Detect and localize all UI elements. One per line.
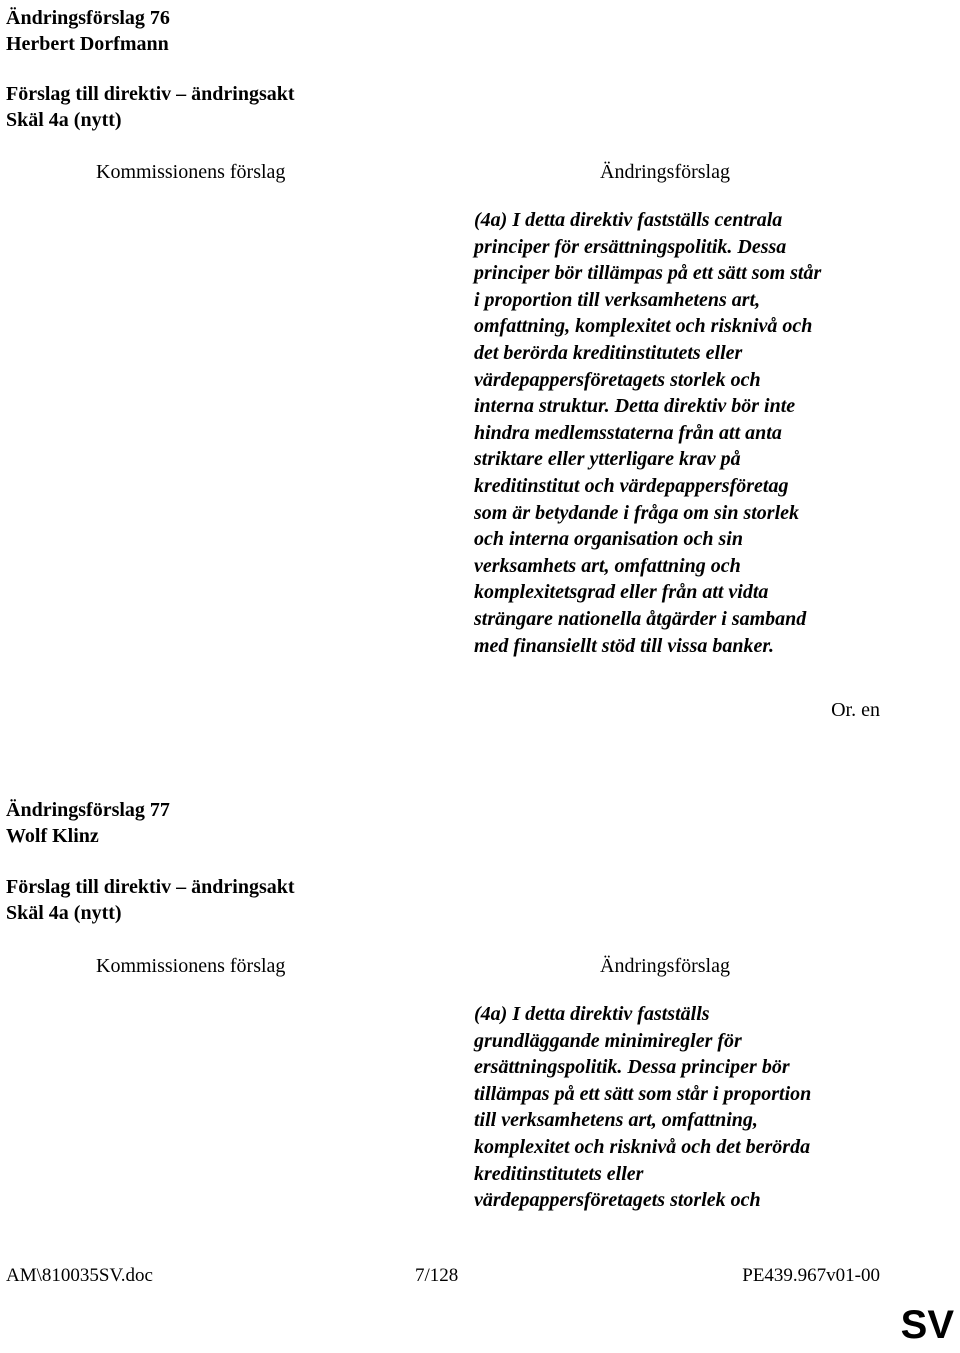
amendment-76-line: det berörda kreditinstitutets eller xyxy=(474,341,743,364)
amendment-76-line: med finansiellt stöd till vissa banker. xyxy=(474,634,775,657)
amendment-76-line: komplexitetsgrad eller från att vidta xyxy=(474,581,769,604)
amendment-76-line: värdepappersföretagets storlek och xyxy=(474,368,761,391)
amendment-77-text xyxy=(474,1001,811,1214)
amendment-77-line: tillämpas på ett sätt som står i proportion xyxy=(474,1082,812,1105)
amendment-76-line: som är betydande i fråga om sin storlek xyxy=(474,501,800,524)
amendment-77-recital: Skäl 4a (nytt) xyxy=(6,902,122,924)
amendment-77-line: komplexitet och risknivå och det berörda xyxy=(474,1135,811,1158)
amendment-77-line: värdepappersföretagets storlek och xyxy=(474,1189,761,1212)
amendment-76-number: Ändringsförslag 76 xyxy=(6,7,170,29)
amendment-76-line: verksamhets art, omfattning och xyxy=(474,554,741,577)
amendment-76-line: principer för ersättningspolitik. Dessa xyxy=(474,235,787,258)
amendment-76-col-amendment: Ändringsförslag xyxy=(600,161,730,183)
amendment-76-line: omfattning, komplexitet och risknivå och xyxy=(474,315,813,338)
amendment-77-number: Ändringsförslag 77 xyxy=(6,799,170,821)
amendment-76-recital: Skäl 4a (nytt) xyxy=(6,109,122,131)
amendment-76-text xyxy=(474,207,821,659)
amendment-77-author: Wolf Klinz xyxy=(6,825,99,847)
amendment-77-line: kreditinstitutets eller xyxy=(474,1162,644,1185)
amendment-76-line: interna struktur. Detta direktiv bör inte xyxy=(474,395,796,418)
footer-language-code: SV xyxy=(900,1303,954,1347)
amendment-76-proposal-type: Förslag till direktiv – ändringsakt xyxy=(6,83,295,105)
amendment-77-line: grundläggande minimiregler för xyxy=(474,1029,742,1052)
footer-pe-ref: PE439.967v01-00 xyxy=(742,1265,880,1286)
amendment-76-line: kreditinstitut och värdepappersföretag xyxy=(474,474,789,497)
amendment-76-author: Herbert Dorfmann xyxy=(6,33,169,55)
amendment-76-line: strängare nationella åtgärder i samband xyxy=(474,607,807,630)
footer-page-number: 7/128 xyxy=(415,1265,459,1286)
amendment-76-line: hindra medlemsstaterna från att anta xyxy=(474,421,782,444)
amendment-76-line: striktare eller ytterligare krav på xyxy=(474,448,741,471)
amendment-76-col-commission: Kommissionens förslag xyxy=(96,161,286,183)
amendment-77-line: (4a) I detta direktiv fastställs xyxy=(474,1003,710,1025)
amendment-76-original-language: Or. en xyxy=(831,699,880,721)
amendment-76-line: och interna organisation och sin xyxy=(474,528,743,551)
amendment-77-col-commission: Kommissionens förslag xyxy=(96,955,286,977)
amendment-77-proposal-type: Förslag till direktiv – ändringsakt xyxy=(6,876,295,898)
amendment-77-line: till verksamhetens art, omfattning, xyxy=(474,1109,758,1132)
amendment-76-line: i proportion till verksamhetens art, xyxy=(474,288,761,311)
amendment-76-line: (4a) I detta direktiv fastställs centrala xyxy=(474,209,783,231)
amendment-76-line: principer bör tillämpas på ett sätt som står xyxy=(474,262,822,285)
amendment-77-col-amendment: Ändringsförslag xyxy=(600,955,730,977)
amendment-77-line: ersättningspolitik. Dessa principer bör xyxy=(474,1056,790,1079)
footer-doc-ref: AM\810035SV.doc xyxy=(6,1265,153,1286)
